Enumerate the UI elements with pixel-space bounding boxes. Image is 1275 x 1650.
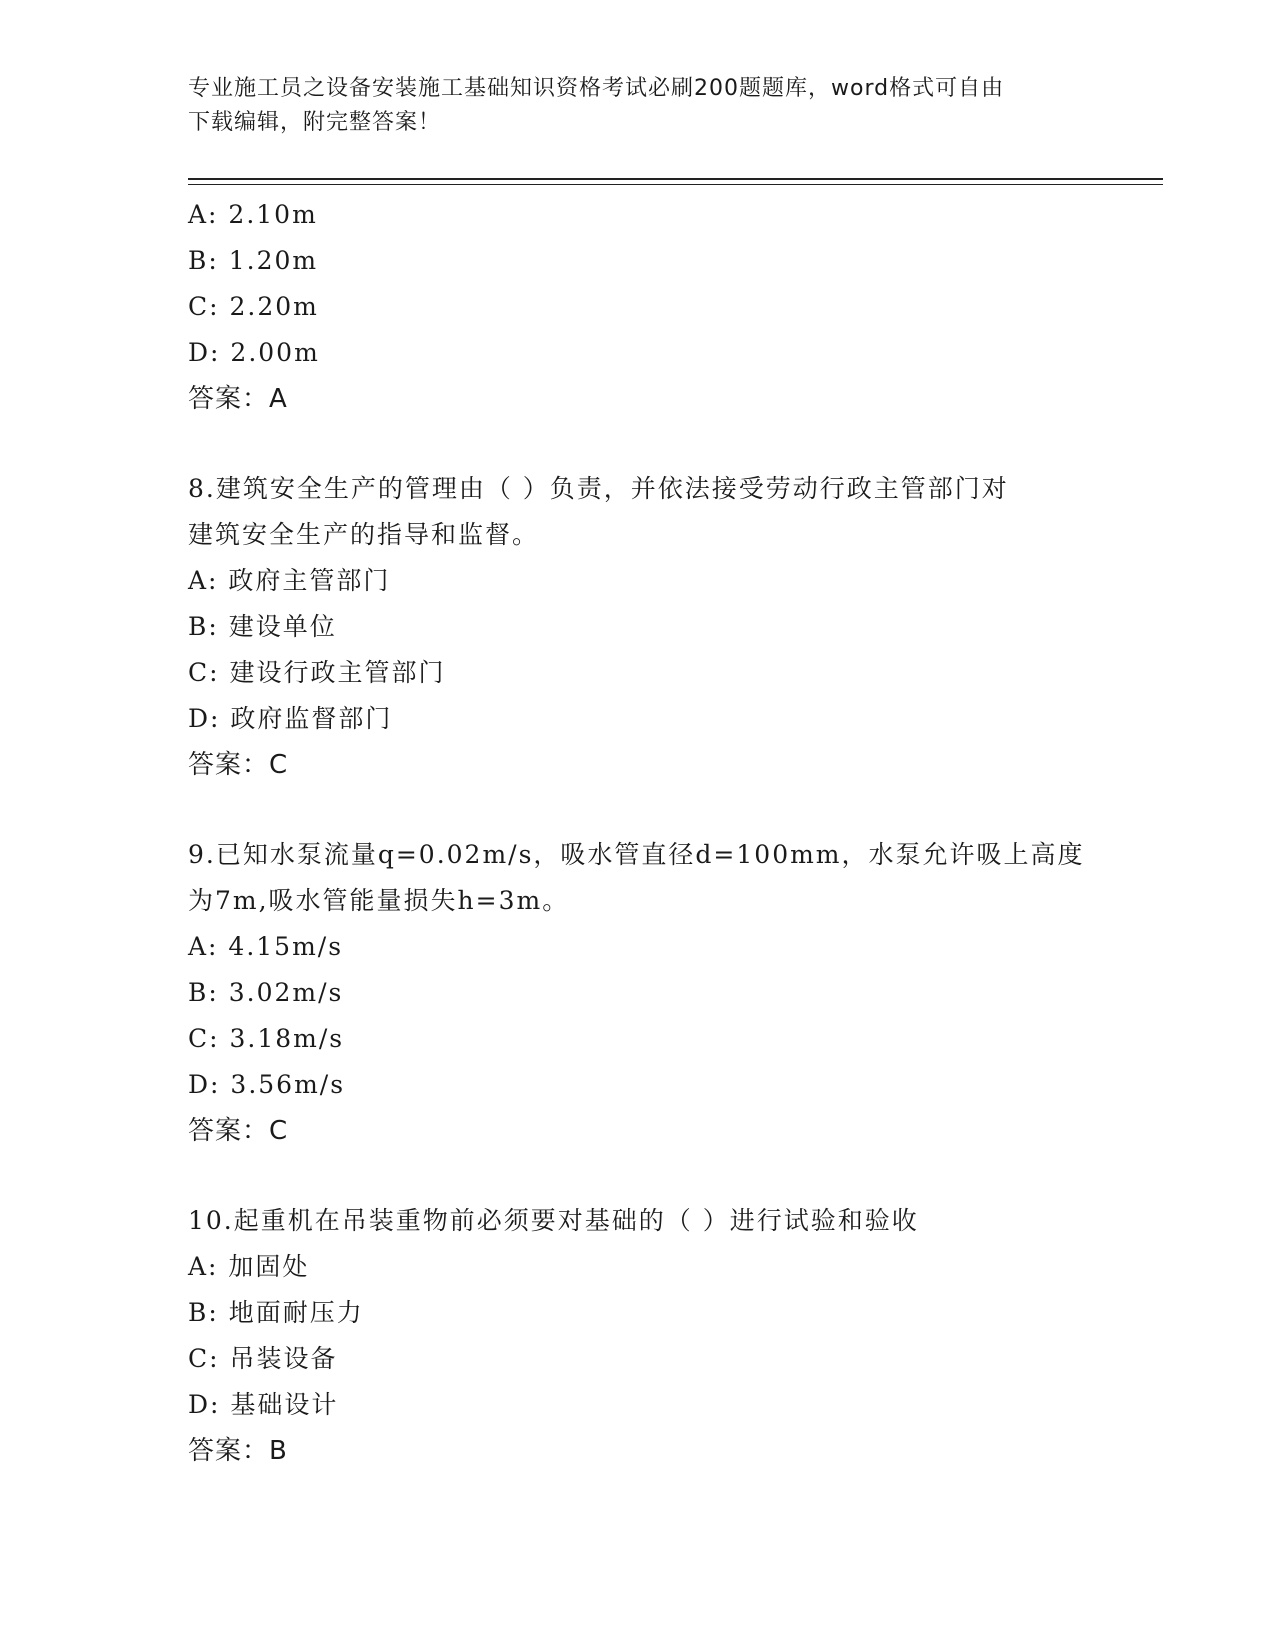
question-stem-line-1: 9.已知水泵流量q=0.02m/s，吸水管直径d=100mm，水泵允许吸上高度 [188,840,1085,869]
header-line-2: 下载编辑，附完整答案！ [188,110,442,135]
option-d: D: 2.00m [188,338,320,367]
header-divider-thick [188,178,1163,180]
header-line-1: 专业施工员之设备安装施工基础知识资格考试必刷200题题库，word格式可自由 [188,76,1005,101]
answer: 答案：C [188,1116,289,1146]
question-9 [188,832,1088,1154]
question-stem-line-2: 建筑安全生产的指导和监督。 [188,520,540,549]
option-b: B: 1.20m [188,246,319,275]
answer: 答案：B [188,1436,288,1466]
option-a: A: 4.15m/s [188,932,344,961]
option-d: D: 基础设计 [188,1390,339,1419]
option-d: D: 3.56m/s [188,1070,346,1099]
question-10 [188,1198,1088,1474]
option-a: A: 加固处 [188,1252,310,1281]
option-a: A: 2.10m [188,200,318,229]
option-c: C: 3.18m/s [188,1024,345,1053]
option-b: B: 建设单位 [188,612,337,641]
option-c: C: 建设行政主管部门 [188,658,446,687]
answer: 答案：A [188,384,288,414]
option-b: B: 地面耐压力 [188,1298,364,1327]
header-divider-thin [188,184,1163,185]
option-c: C: 吊装设备 [188,1344,338,1373]
question-stem-line-1: 8.建筑安全生产的管理由（ ）负责，并依法接受劳动行政主管部门对 [188,474,1009,503]
option-a: A: 政府主管部门 [188,566,391,595]
question-8 [188,466,1088,788]
option-d: D: 政府监督部门 [188,704,393,733]
option-b: B: 3.02m/s [188,978,344,1007]
option-c: C: 2.20m [188,292,319,321]
question-stem-line-2: 为7m,吸水管能量损失h=3m。 [188,886,570,915]
question-stem-line-1: 10.起重机在吊装重物前必须要对基础的（ ）进行试验和验收 [188,1206,919,1235]
answer: 答案：C [188,750,289,780]
document-header [188,72,1088,140]
question-list [188,192,1088,1474]
question-7 [188,192,1088,422]
